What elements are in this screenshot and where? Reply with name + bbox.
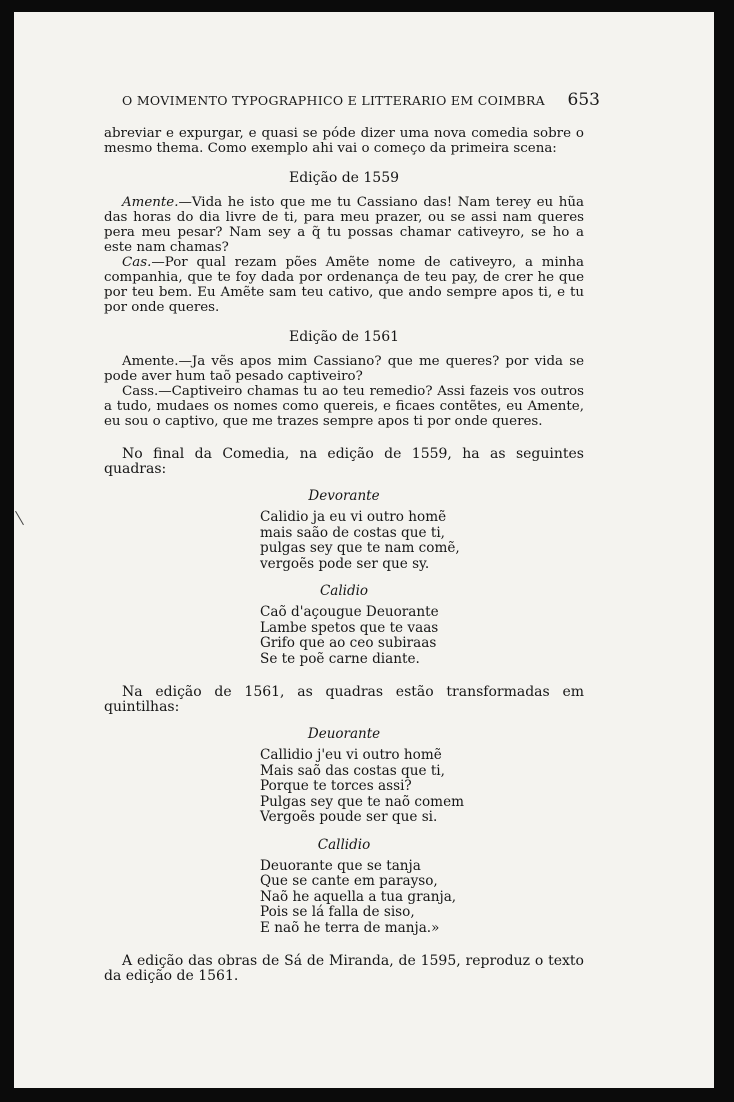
- dialogue-text: —Por qual rezam pões Amẽte nome de cativeyro, a minha companhia, que te foy dada por ordenança de teu pay, de crer he que por teu bem. Eu Amẽte sam teu cativo, que ando sempre apos ti, e tu por onde queres.: [104, 255, 584, 315]
- speaker-name: Amente.: [122, 195, 179, 210]
- verse-speaker: Deuorante: [307, 726, 381, 742]
- edition-1561-heading: Edição de 1561: [288, 329, 400, 345]
- verse-line: Lambe spetos que te vaas: [260, 619, 439, 636]
- dialogue-text: —Captiveiro chamas tu ao teu remedio? Assi fazeis vos outros a tudo, mudaes os nomes como quereis, e ficaes contẽtes, eu Amente, eu sou o captivo, que me trazes sempre apos ti por onde queres.: [104, 384, 584, 429]
- stanza: [260, 605, 584, 667]
- final-note: No final da Comedia, na edição de 1559, ha as seguintes quadras:: [104, 446, 584, 477]
- stanza: [260, 510, 584, 572]
- stanza: [260, 859, 584, 937]
- verse-line: mais saão de costas que ti,: [260, 524, 445, 541]
- speaker-name: Cas.: [122, 255, 152, 270]
- page-number: 653: [567, 90, 600, 110]
- verse-line: Pois se lá falla de siso,: [260, 904, 415, 920]
- running-header: [122, 90, 600, 110]
- quintilhas-note: Na edição de 1561, as quadras estão transformadas em quintilhas:: [104, 684, 584, 715]
- verse-line: Porque te torces assi?: [260, 778, 412, 794]
- verse-line: Vergoẽs poude ser que si.: [260, 809, 438, 825]
- stanza: [260, 748, 584, 826]
- dialogue-line: [104, 354, 584, 384]
- verse-line: Se te poẽ carne diante.: [260, 650, 420, 667]
- verse-line: vergoẽs pode ser que sy.: [260, 555, 430, 572]
- dialogue-line: [104, 195, 584, 255]
- verse-line: Mais saõ das costas que ti,: [260, 762, 445, 779]
- verse-line: Callidio j'eu vi outro homẽ: [260, 747, 442, 763]
- edition-1559-heading: Edição de 1559: [288, 170, 400, 186]
- verse-speaker: Calidio: [319, 583, 369, 599]
- speaker-name: Cass.: [122, 384, 159, 399]
- scan-mark: [15, 511, 24, 525]
- verse-line: Pulgas sey que te naõ comem: [260, 793, 465, 810]
- verse-line: Naõ he aquella a tua granja,: [260, 888, 457, 905]
- verse-line: Grifo que ao ceo subiraas: [260, 635, 437, 651]
- verse-line: Deuorante que se tanja: [260, 857, 421, 874]
- closing-paragraph: A edição das obras de Sá de Miranda, de 1595, reproduz o texto da edição de 1561.: [104, 953, 584, 984]
- dialogue-line: [104, 384, 584, 429]
- page-body: [104, 126, 584, 984]
- intro-paragraph: abreviar e expurgar, e quasi se póde dizer uma nova comedia sobre o mesmo thema. Como exemplo ahi vai o começo da primeira scena:: [104, 126, 584, 156]
- dialogue-line: [104, 255, 584, 315]
- book-page: [14, 12, 714, 1088]
- verse-line: Calidio ja eu vi outro homẽ: [260, 509, 447, 525]
- verse-line: E naõ he terra de manja.»: [260, 919, 440, 936]
- header-title: O MOVIMENTO TYPOGRAPHICO E LITTERARIO EM COIMBRA: [122, 93, 545, 108]
- dialogue-text: —Ja vẽs apos mim Cassiano? que me queres? por vida se pode aver hum taõ pesado captiveiro?: [104, 354, 584, 384]
- dialogue-text: —Vida he isto que me tu Cassiano das! Nam terey eu hũa das horas do dia livre de ti, para meu prazer, ou se assi nam queres pera meu pesar? Nam sey a q̃ tu possas chamar cativeyro, se ho a este nam chamas?: [104, 195, 584, 255]
- verse-line: Caõ d'açougue Deuorante: [260, 604, 439, 620]
- verse-line: pulgas sey que te nam comẽ,: [260, 540, 460, 556]
- verse-line: Que se cante em parayso,: [260, 873, 438, 889]
- speaker-name: Amente.: [122, 354, 179, 369]
- verse-speaker: Callidio: [317, 836, 371, 853]
- verse-speaker: Devorante: [308, 488, 380, 504]
